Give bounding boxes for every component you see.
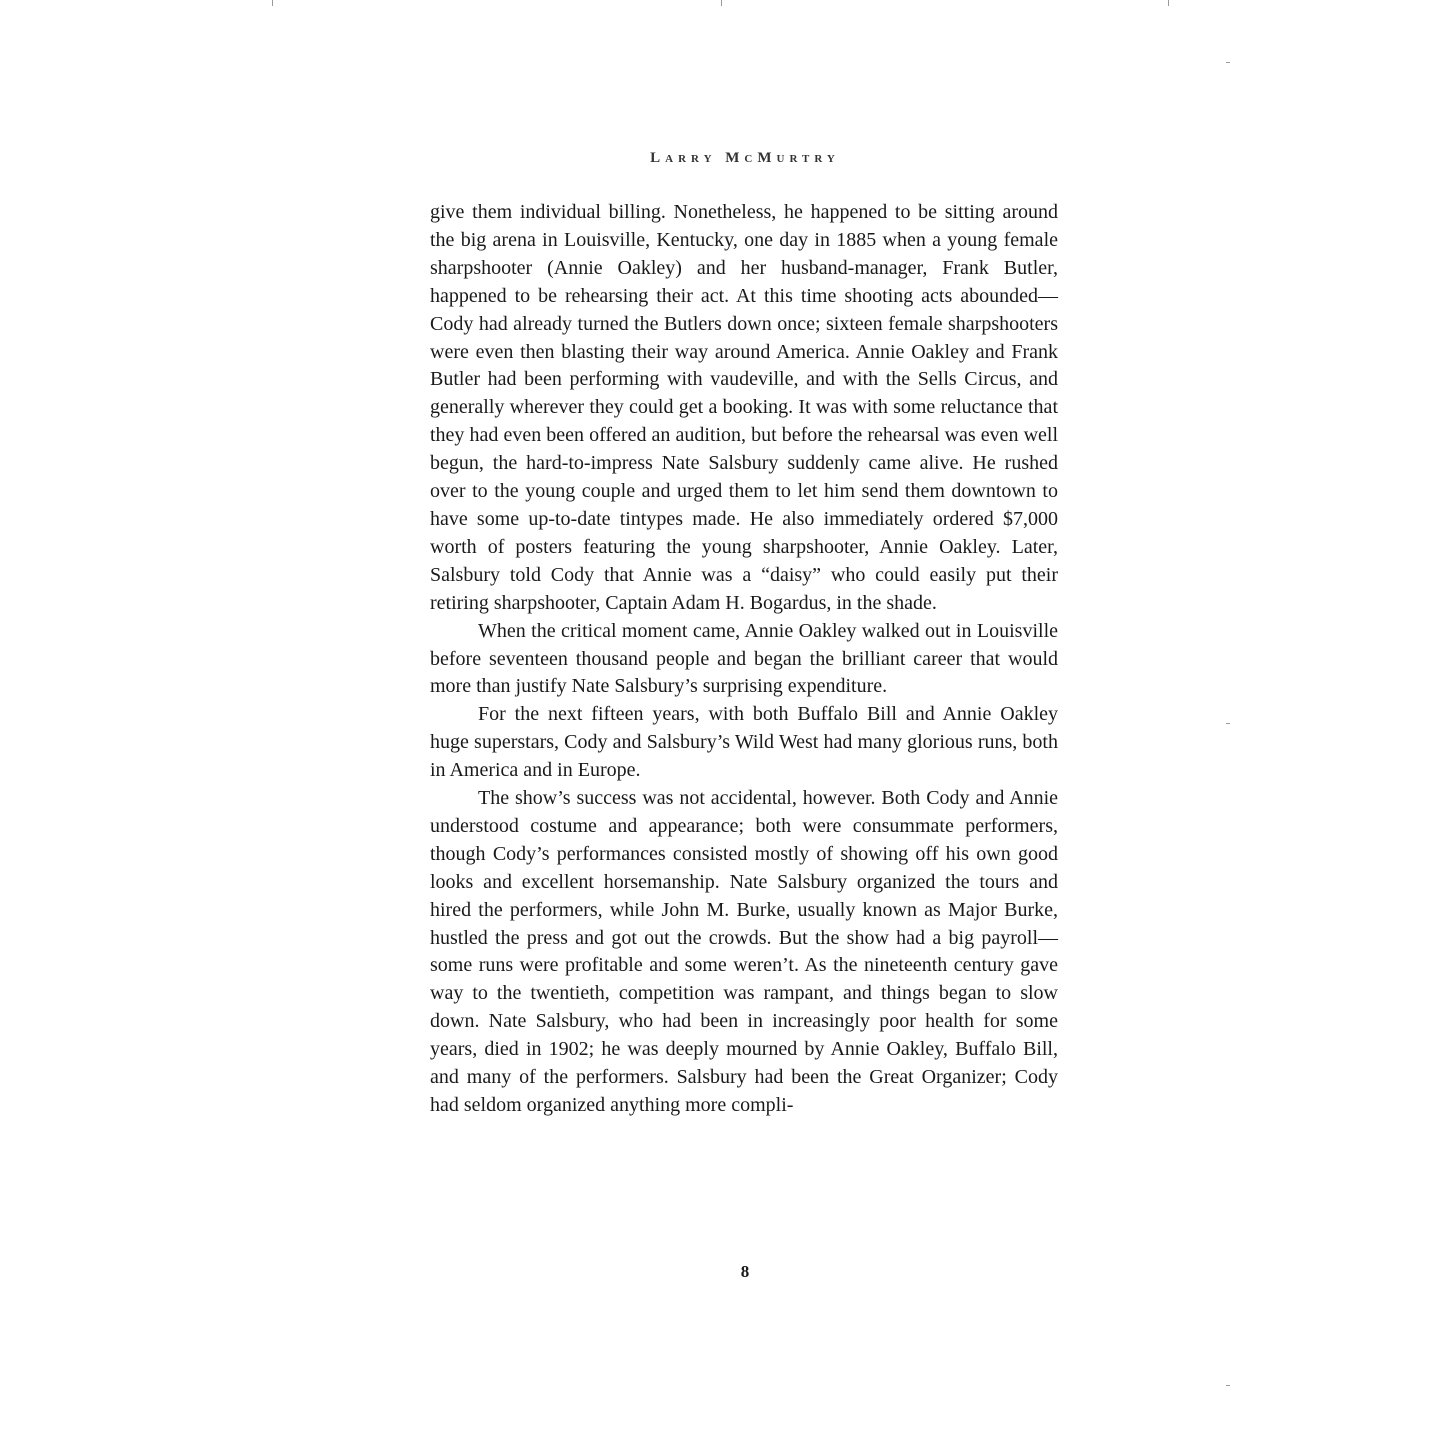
crop-mark-right-lower bbox=[1226, 1385, 1230, 1386]
page-number: 8 bbox=[740, 1262, 750, 1281]
crop-mark-top-center bbox=[721, 0, 722, 6]
crop-mark-right-upper bbox=[1226, 62, 1230, 63]
crop-mark-top-left bbox=[272, 0, 273, 6]
crop-mark-top-right bbox=[1168, 0, 1169, 6]
paragraph-4: The show’s success was not accidental, however. Both Cody and Annie understood costume and appearance; both were consummate performers, though Cody’s performances consisted mostly of showing off his own good looks and excellent horsemanship. Nate Salsbury organized the tours and hired the performers, while John M. Burke, usually known as Major Burke, hustled the press and got out the crowds. But the show had a big payroll—some runs were profitable and some weren’t. As the nineteenth century gave way to the twentieth, competition was rampant, and things began to slow down. Nate Salsbury, who had been in increasingly poor health for some years, died in 1902; he was deeply mourned by Annie Oakley, Buffalo Bill, and many of the performers. Salsbury had been the Great Organizer; Cody had seldom organized anything more compli- bbox=[430, 787, 1058, 1116]
paragraph-3: For the next fifteen years, with both Buffalo Bill and Annie Oakley huge superstars, Cody and Salsbury’s Wild West had many glorious runs, both in America and in Europe. bbox=[430, 703, 1058, 782]
paragraph-2: When the critical moment came, Annie Oakley walked out in Louisville before seventeen thousand people and began the brilliant career that would more than justify Nate Salsbury’s surprising expenditure. bbox=[430, 619, 1058, 698]
running-head: Larry McMurtry bbox=[650, 150, 840, 166]
paragraph-1: give them individual billing. Nonetheless, he happened to be sitting around the big arena in Louisville, Kentucky, one day in 1885 when a young female sharpshooter (Annie Oakley) and her husband-manager, Frank Butler, happened to be rehearsing their act. At this time shooting acts abounded—Cody had already turned the Butlers down once; sixteen female sharpshooters were even then blasting their way around America. Annie Oakley and Frank Butler had been performing with vaudeville, and with the Sells Circus, and generally wherever they could get a booking. It was with some reluctance that they had even been offered an audition, but before the rehearsal was even well begun, the hard-to-impress Nate Salsbury suddenly came alive. He rushed over to the young couple and urged them to let him send them downtown to have some up-to-date tintypes made. He also immediately ordered $7,000 worth of posters featuring the young sharpshooter, Annie Oakley. Later, Salsbury told Cody that Annie was a “daisy” who could easily put their retiring sharpshooter, Captain Adam H. Bogardus, in the shade. bbox=[430, 201, 1058, 614]
body-text bbox=[430, 199, 1058, 1120]
crop-mark-right-middle bbox=[1226, 723, 1230, 724]
